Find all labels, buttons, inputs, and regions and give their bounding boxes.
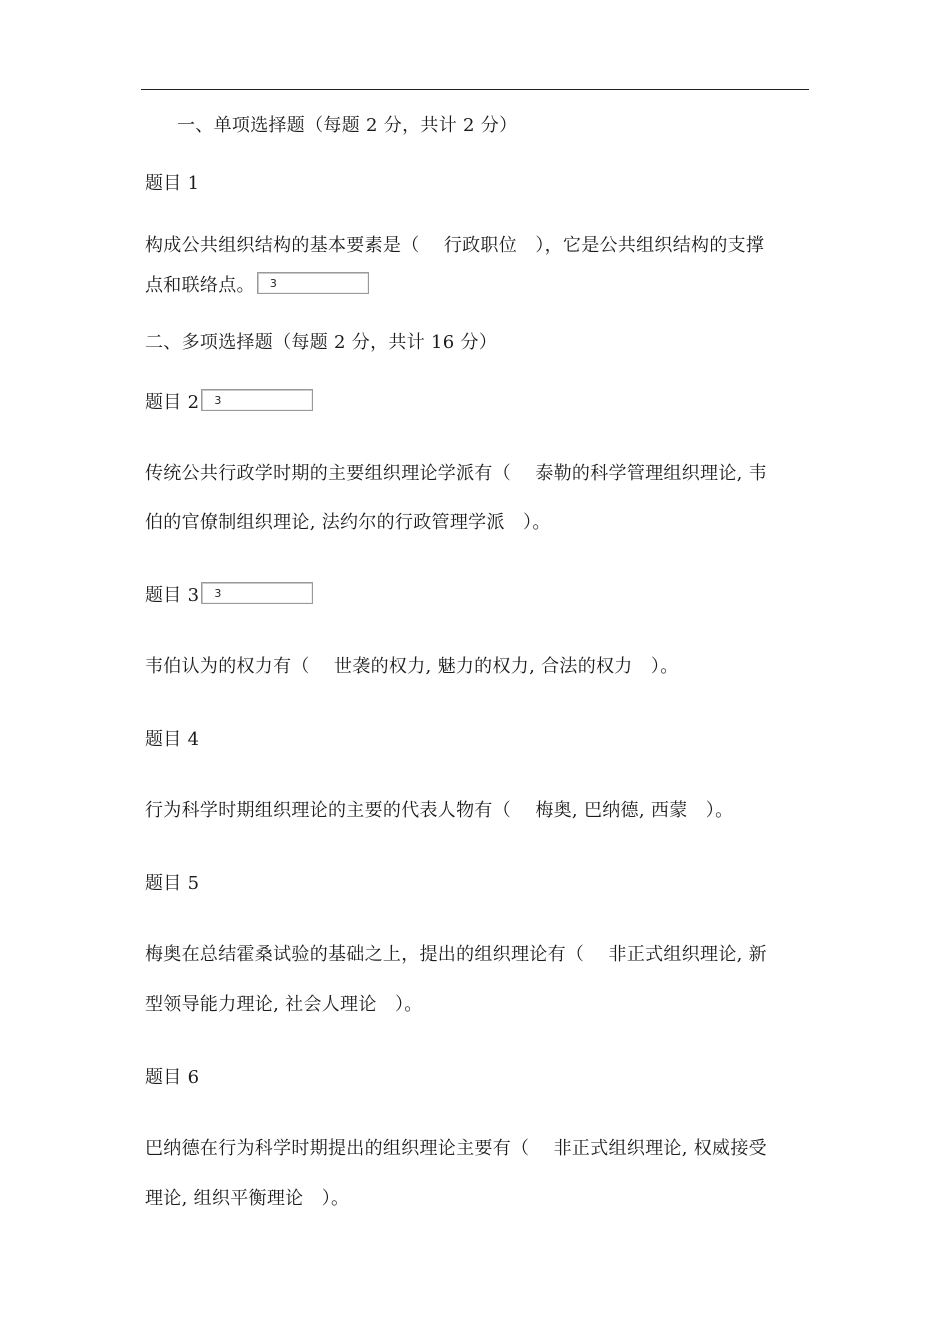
question-1-text-line1: 构成公共组织结构的基本要素是（ 行政职位 ），它是公共组织结构的支撑	[145, 235, 765, 256]
section-heading-multiple-choice: 二、多项选择题（每题 2 分，共计 16 分）	[145, 332, 498, 353]
question-6-text-line1: 巴纳德在行为科学时期提出的组织理论主要有（ 非正式组织理论, 权威接受	[145, 1138, 767, 1159]
question-3-title-row	[145, 584, 313, 608]
question-5-text-line2: 型领导能力理论, 社会人理论 ）。	[145, 994, 423, 1015]
section-heading-single-choice: 一、单项选择题（每题 2 分，共计 2 分）	[177, 115, 518, 136]
top-divider	[141, 89, 809, 90]
question-5-title: 题目 5	[145, 873, 200, 894]
question-2-text-line2: 伯的官僚制组织理论, 法约尔的行政管理学派 ）。	[145, 512, 551, 533]
question-5-text-line1: 梅奥在总结霍桑试验的基础之上，提出的组织理论有（ 非正式组织理论, 新	[145, 944, 767, 965]
question-4-title: 题目 4	[145, 729, 200, 750]
question-1-answer-input[interactable]: 3	[257, 272, 369, 294]
question-2-title: 题目 2	[145, 392, 200, 413]
question-3-answer-input[interactable]: 3	[201, 582, 313, 604]
question-6-title: 题目 6	[145, 1067, 200, 1088]
question-4-text-line1: 行为科学时期组织理论的主要的代表人物有（ 梅奥, 巴纳德, 西蒙 ）。	[145, 800, 734, 821]
question-3-title: 题目 3	[145, 585, 200, 606]
question-1-text-line2	[145, 274, 369, 298]
question-2-title-row	[145, 391, 313, 415]
question-3-text-line1: 韦伯认为的权力有（ 世袭的权力, 魅力的权力, 合法的权力 ）。	[145, 656, 679, 677]
question-1-text-end: 点和联络点。	[145, 275, 255, 296]
question-6-text-line2: 理论, 组织平衡理论 ）。	[145, 1188, 350, 1209]
question-1-title: 题目 1	[145, 173, 200, 194]
question-2-text-line1: 传统公共行政学时期的主要组织理论学派有（ 泰勒的科学管理组织理论, 韦	[145, 463, 767, 484]
question-2-answer-input[interactable]: 3	[201, 389, 313, 411]
